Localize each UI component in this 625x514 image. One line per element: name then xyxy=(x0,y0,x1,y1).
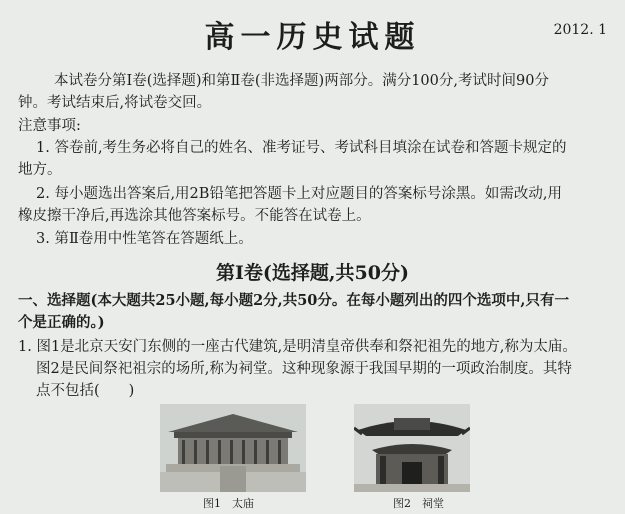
part1-line-2: 个是正确的。) xyxy=(18,314,105,331)
figure-taimiao xyxy=(160,404,306,492)
notes-item-2-line-1: 2. 每小题选出答案后,用2B铅笔把答题卡上对应题目的答案标号涂黑。如需改动,用 xyxy=(36,186,563,202)
figure-2-caption: 图2 祠堂 xyxy=(393,497,444,510)
question1-line-1: 1. 图1是北京天安门东侧的一座古代建筑,是明清皇帝供奉和祭祀祖先的地方,称为太庙。 xyxy=(18,339,577,355)
exam-title: 高一历史试题 xyxy=(204,20,421,55)
part1-line-1: 一、选择题(本大题共25小题,每小题2分,共50分。在每小题列出的四个选项中,只有一 xyxy=(18,292,569,309)
intro-line-1: 本试卷分第Ⅰ卷(选择题)和第Ⅱ卷(非选择题)两部分。满分100分,考试时间90分 xyxy=(54,73,549,89)
notes-heading: 注意事项: xyxy=(18,118,81,134)
section-title: 第Ⅰ卷(选择题,共50分) xyxy=(216,262,409,284)
question1-line-2: 图2是民间祭祀祖宗的场所,称为祠堂。这种现象源于我国早期的一项政治制度。其特 xyxy=(36,361,572,377)
notes-item-3: 3. 第Ⅱ卷用中性笔答在答题纸上。 xyxy=(36,231,253,247)
figure-1-caption: 图1 太庙 xyxy=(203,497,254,510)
question1-line-3: 点不包括( ) xyxy=(36,383,135,399)
intro-line-2: 钟。考试结束后,将试卷交回。 xyxy=(18,95,212,111)
figure-citang xyxy=(354,404,470,492)
notes-item-1-line-1: 1. 答卷前,考生务必将自己的姓名、准考证号、考试科目填涂在试卷和答题卡规定的 xyxy=(36,140,567,156)
exam-date: 2012. 1 xyxy=(553,22,607,38)
notes-item-2-line-2: 橡皮擦干净后,再选涂其他答案标号。不能答在试卷上。 xyxy=(18,208,371,224)
notes-item-1-line-2: 地方。 xyxy=(18,162,62,178)
